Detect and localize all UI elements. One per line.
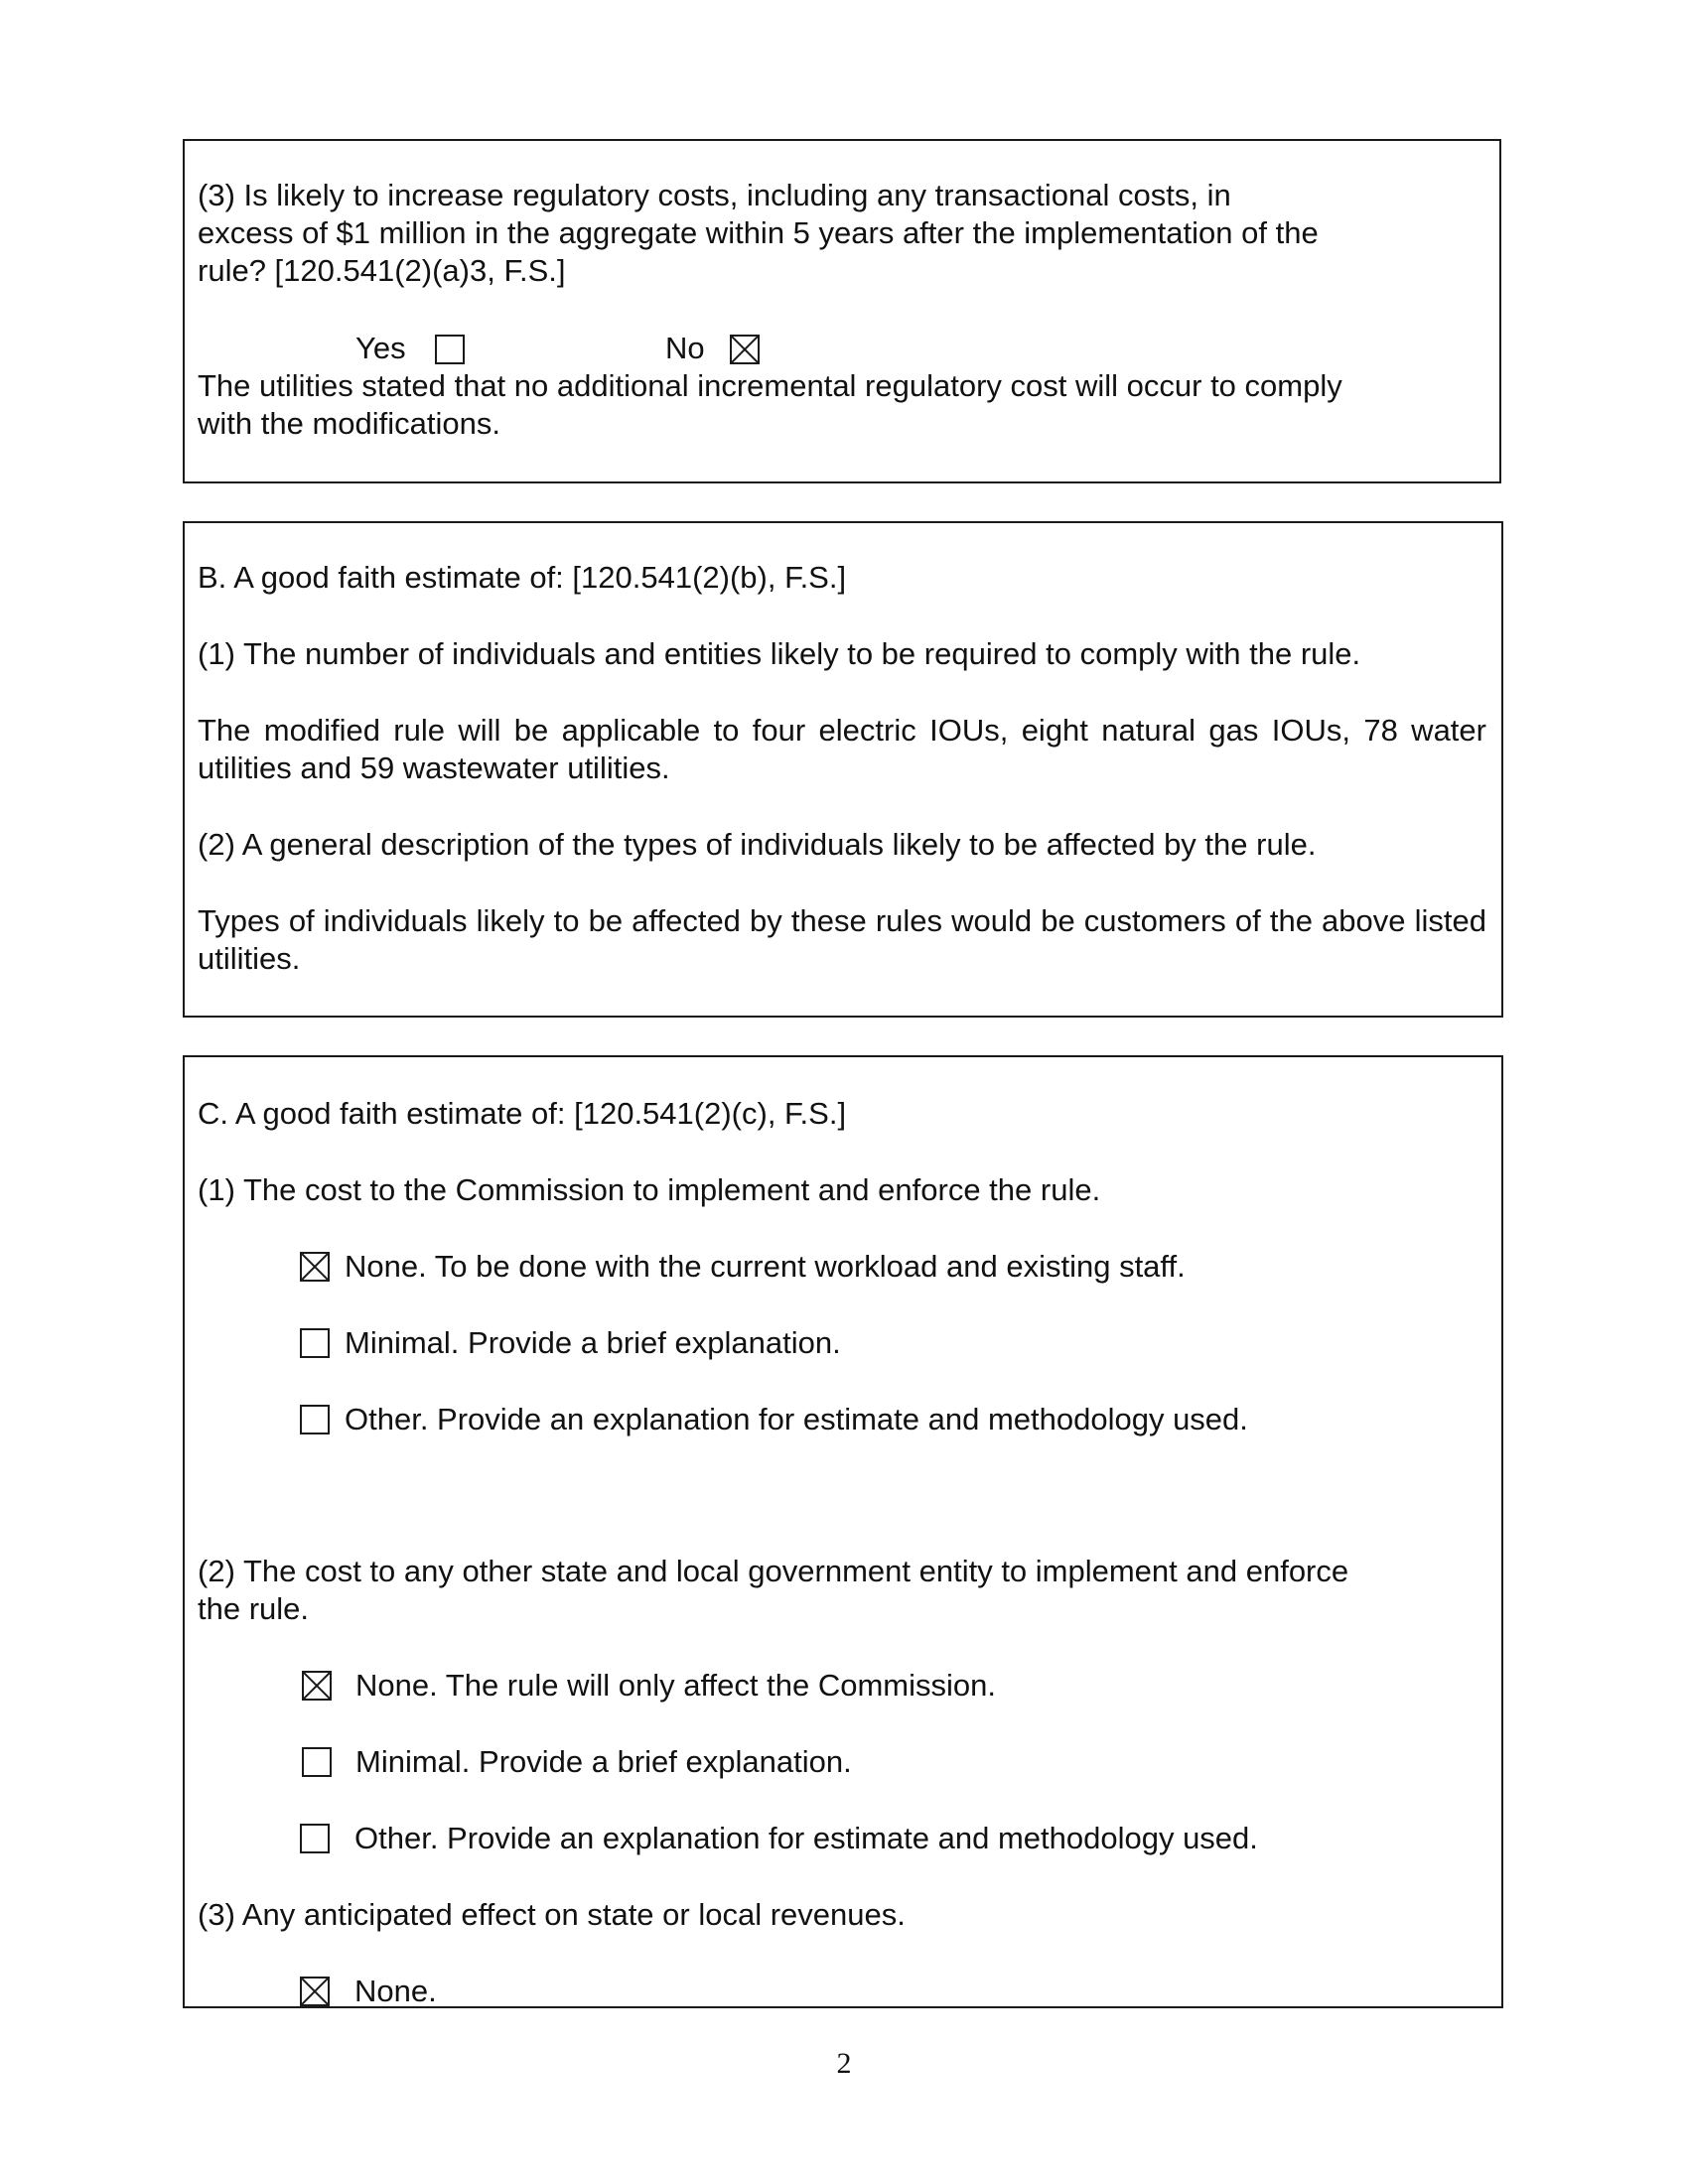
- no-checkbox[interactable]: [730, 335, 760, 364]
- section-c-question-2-line2: the rule.: [198, 1591, 310, 1626]
- section-a3-answer-line1: The utilities stated that no additional incremental regulatory cost will occur to comply: [198, 368, 1342, 403]
- section-a3-question-line3: rule? [120.541(2)(a)3, F.S.]: [198, 253, 566, 288]
- c2-none-checkbox[interactable]: [302, 1671, 332, 1701]
- checked-x-icon: [304, 1673, 330, 1699]
- page-number: 2: [836, 2047, 852, 2080]
- c2-minimal-label: Minimal. Provide a brief explanation.: [355, 1744, 852, 1779]
- yes-label: Yes: [355, 331, 406, 365]
- section-a3-question-line2: excess of $1 million in the aggregate within 5 years after the implementation of the: [198, 215, 1319, 250]
- c3-none-checkbox[interactable]: [300, 1977, 330, 2006]
- c1-none-label: None. To be done with the current workload and existing staff.: [345, 1249, 1186, 1284]
- section-b-question-2: (2) A general description of the types of individuals likely to be affected by the rule.: [198, 827, 1317, 862]
- section-b-answer-2: Types of individuals likely to be affected by these rules would be customers of the above listed utilities.: [198, 903, 1486, 976]
- c2-other-label: Other. Provide an explanation for estimate and methodology used.: [354, 1821, 1258, 1855]
- c1-other-label: Other. Provide an explanation for estimate and methodology used.: [345, 1402, 1248, 1436]
- checked-x-icon: [302, 1254, 328, 1280]
- section-c-question-3: (3) Any anticipated effect on state or local revenues.: [198, 1897, 906, 1932]
- checked-x-icon: [302, 1979, 328, 2004]
- section-b-answer-1: The modified rule will be applicable to four electric IOUs, eight natural gas IOUs, 78 water utilities and 59 wastewater utilities.: [198, 713, 1486, 785]
- c2-none-label: None. The rule will only affect the Commission.: [355, 1668, 996, 1703]
- c1-minimal-label: Minimal. Provide a brief explanation.: [345, 1325, 841, 1360]
- checked-x-icon: [732, 337, 758, 362]
- c2-minimal-checkbox[interactable]: [302, 1747, 332, 1777]
- section-a3-answer-line2: with the modifications.: [198, 406, 500, 441]
- c1-other-checkbox[interactable]: [300, 1405, 330, 1434]
- section-c-question-2-line1: (2) The cost to any other state and local government entity to implement and enforce: [198, 1554, 1349, 1588]
- no-label: No: [665, 331, 705, 365]
- section-c-question-1: (1) The cost to the Commission to implement and enforce the rule.: [198, 1172, 1101, 1207]
- c1-minimal-checkbox[interactable]: [300, 1328, 330, 1358]
- section-a3-question-line1: (3) Is likely to increase regulatory costs, including any transactional costs, in: [198, 178, 1231, 212]
- section-c-heading: C. A good faith estimate of: [120.541(2)(c), F.S.]: [198, 1096, 847, 1131]
- section-b-question-1: (1) The number of individuals and entities likely to be required to comply with the rule.: [198, 636, 1361, 671]
- c2-other-checkbox[interactable]: [300, 1824, 330, 1853]
- yes-checkbox[interactable]: [435, 335, 465, 364]
- c3-none-label: None.: [354, 1974, 437, 2008]
- c1-none-checkbox[interactable]: [300, 1252, 330, 1282]
- section-b-heading: B. A good faith estimate of: [120.541(2)(b), F.S.]: [198, 560, 847, 595]
